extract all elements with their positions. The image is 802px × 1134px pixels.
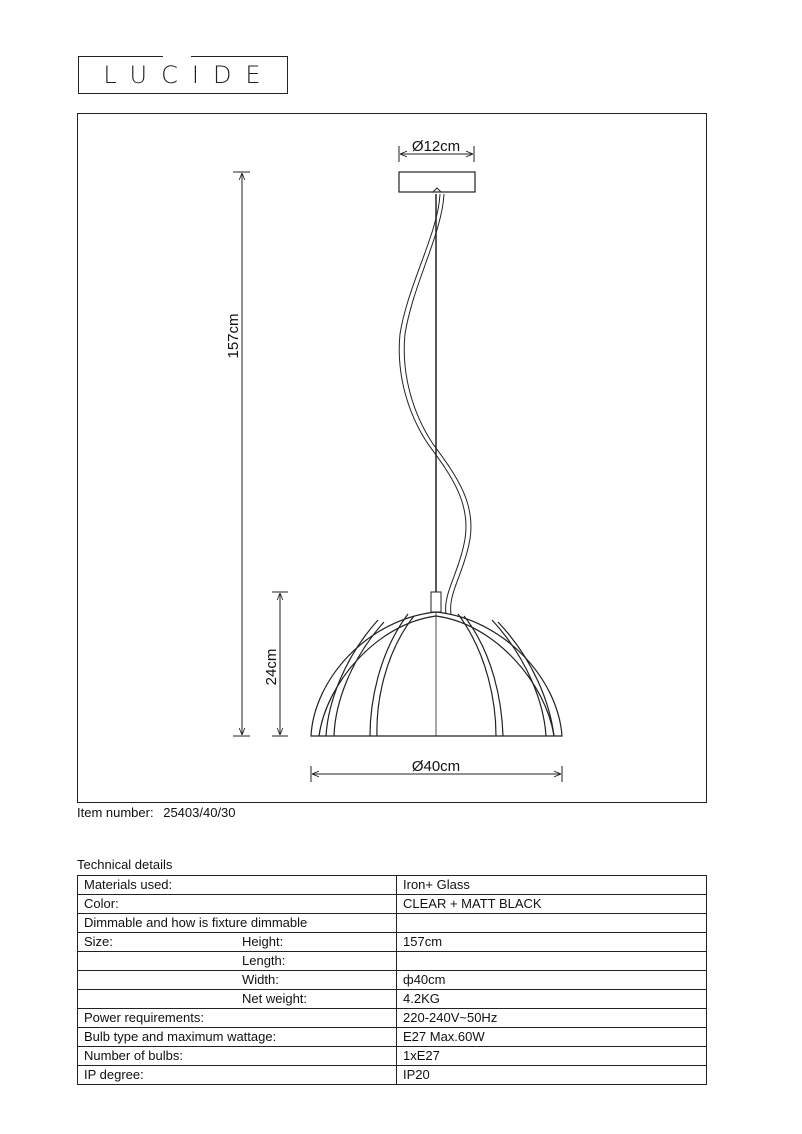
- spec-value: 1xE27: [397, 1047, 707, 1066]
- spec-label: Color:: [78, 895, 237, 914]
- table-row: [78, 876, 707, 895]
- technical-details-table: [77, 875, 707, 1085]
- table-row: [78, 895, 707, 914]
- table-row: [78, 1066, 707, 1085]
- item-number-label: Item number:: [77, 805, 154, 820]
- spec-label: [78, 952, 237, 971]
- spec-value: [397, 952, 707, 971]
- spec-label: Number of bulbs:: [78, 1047, 237, 1066]
- spec-label: [78, 971, 237, 990]
- spec-value: ф40cm: [397, 971, 707, 990]
- spec-value: [397, 914, 707, 933]
- spec-sublabel: Net weight:: [236, 990, 397, 1009]
- spec-value: 220-240V~50Hz: [397, 1009, 707, 1028]
- spec-value: CLEAR + MATT BLACK: [397, 895, 707, 914]
- spec-label: Dimmable and how is fixture dimmable: [78, 914, 397, 933]
- spec-value: IP20: [397, 1066, 707, 1085]
- total-height-dimension: [233, 172, 250, 736]
- table-row: [78, 971, 707, 990]
- power-cord-inner: [404, 194, 471, 614]
- item-number-value: 25403/40/30: [163, 805, 236, 820]
- shade-height-label: 24cm: [263, 648, 280, 686]
- spec-label: Size:: [78, 933, 237, 952]
- total-height-label: 157cm: [225, 313, 242, 359]
- canopy-diameter-label: Ø12cm: [411, 138, 461, 155]
- technical-drawing: [77, 113, 707, 803]
- spec-label: Power requirements:: [78, 1009, 237, 1028]
- spec-label: [78, 990, 237, 1009]
- spec-value: 4.2KG: [397, 990, 707, 1009]
- brand-logo: [78, 56, 288, 94]
- logo-text: LUCIDE: [103, 61, 275, 89]
- table-row: [78, 952, 707, 971]
- item-number: [77, 805, 242, 820]
- shade-diameter-label: Ø40cm: [411, 758, 461, 775]
- spec-value: 157cm: [397, 933, 707, 952]
- spec-sublabel: Width:: [236, 971, 397, 990]
- ceiling-canopy: [399, 172, 475, 192]
- lamp-holder: [431, 592, 441, 612]
- spec-sublabel: [236, 895, 397, 914]
- technical-details-heading: Technical details: [77, 857, 173, 872]
- spec-sublabel: Length:: [236, 952, 397, 971]
- spec-sublabel: Height:: [236, 933, 397, 952]
- table-row: [78, 1028, 707, 1047]
- pendant-lamp-drawing: [78, 114, 708, 804]
- power-cord-outer: [399, 194, 466, 614]
- table-row: [78, 933, 707, 952]
- spec-label: Bulb type and maximum wattage:: [78, 1028, 397, 1047]
- spec-value: E27 Max.60W: [397, 1028, 707, 1047]
- spec-sublabel: [236, 876, 397, 895]
- spec-sublabel: [236, 1066, 397, 1085]
- table-row: [78, 1047, 707, 1066]
- table-row: [78, 914, 707, 933]
- spec-label: IP degree:: [78, 1066, 237, 1085]
- table-row: [78, 1009, 707, 1028]
- spec-value: Iron+ Glass: [397, 876, 707, 895]
- lamp-shade: [311, 612, 562, 736]
- spec-sublabel: [236, 1009, 397, 1028]
- spec-label: Materials used:: [78, 876, 237, 895]
- table-row: [78, 990, 707, 1009]
- spec-sublabel: [236, 1047, 397, 1066]
